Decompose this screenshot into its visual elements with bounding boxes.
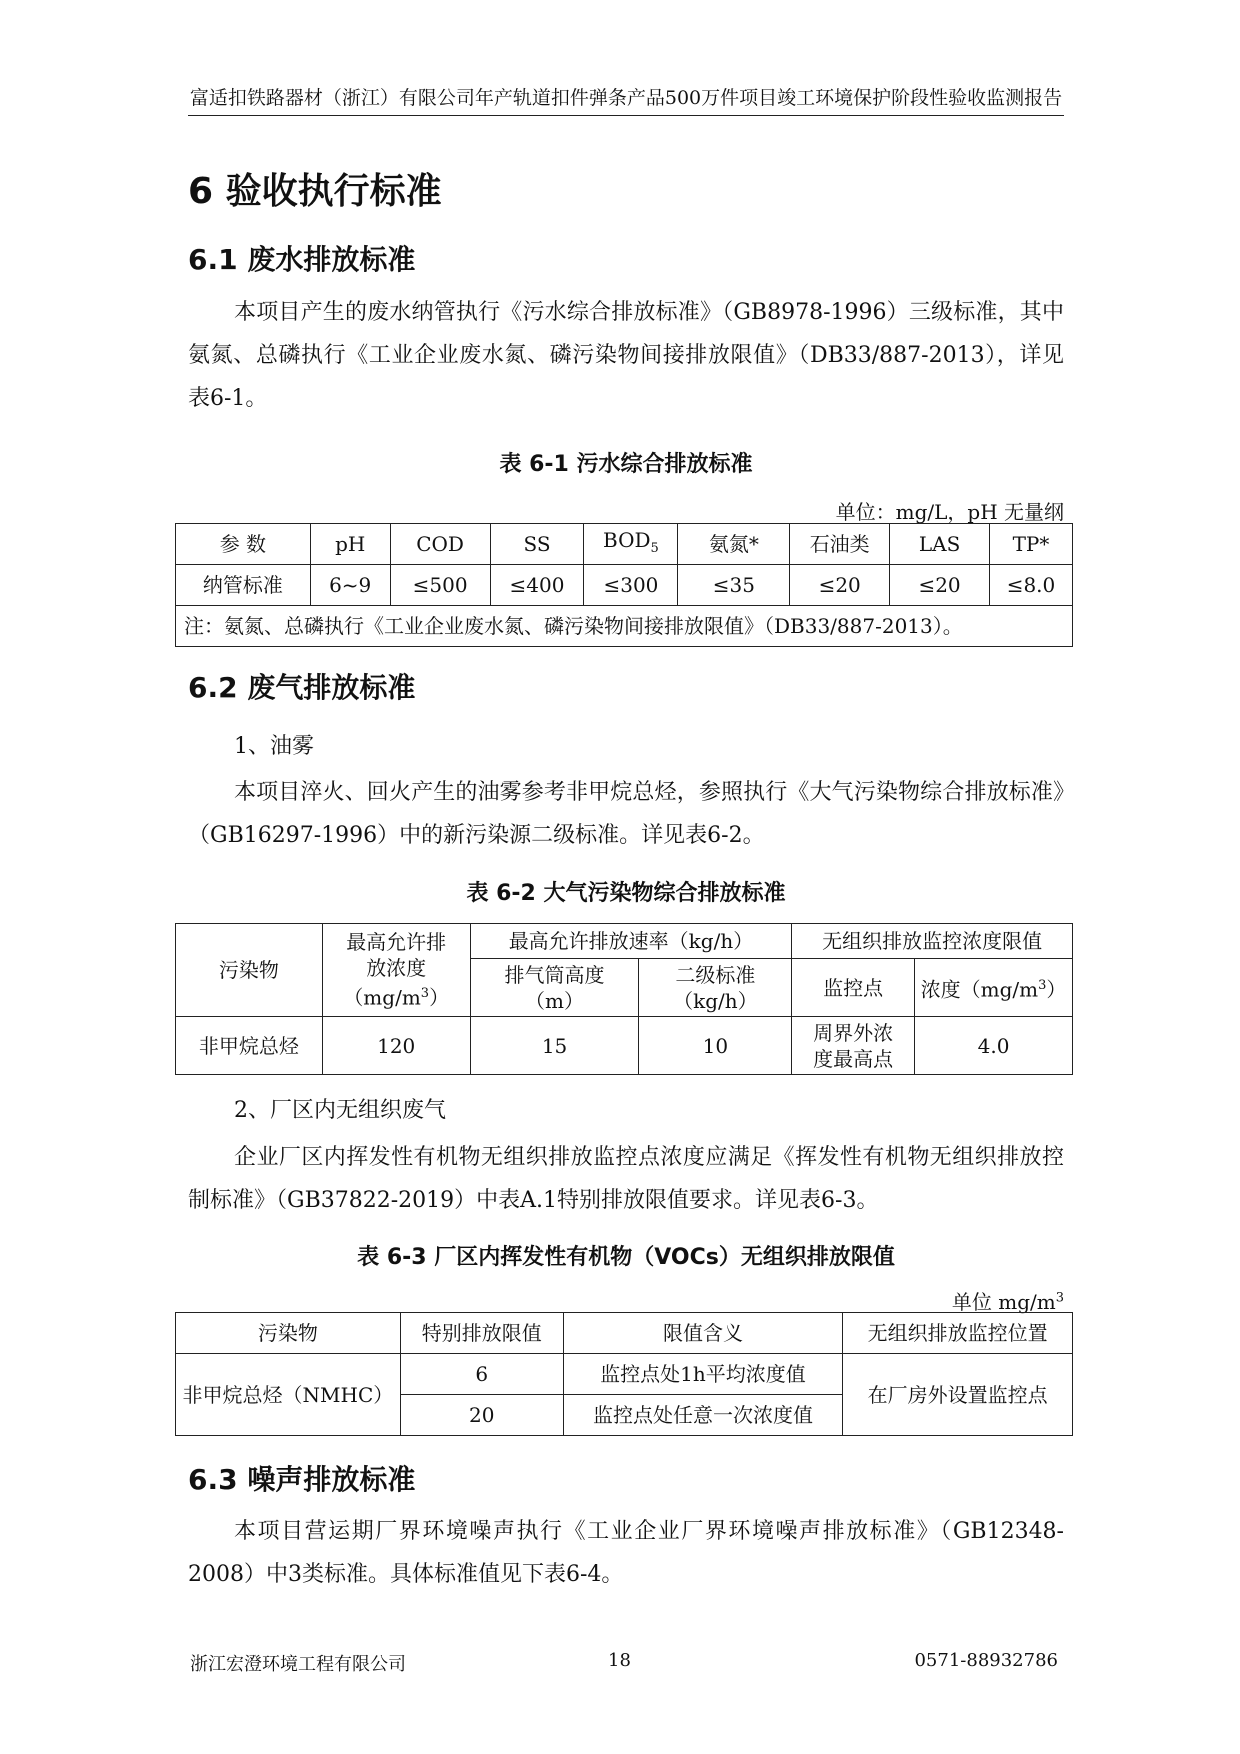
table-6-2-caption: 表 6-2 大气污染物综合排放标准 — [466, 881, 786, 906]
t3-unit-sup: 3 — [1055, 1290, 1064, 1306]
t3-head-pollutant: 污染物 — [176, 1313, 401, 1354]
table-6-1-caption: 表 6-1 污水综合排放标准 — [499, 452, 753, 477]
footer-phone: 0571-88932786 — [914, 1650, 1058, 1671]
t2-head-level2-line1: 二级标准 — [675, 962, 756, 987]
chapter-title: 6 验收执行标准 — [188, 171, 442, 212]
table-6-3 — [175, 1312, 1073, 1436]
t2-head-rate: 最高允许排放速率（kg/h） — [470, 924, 792, 959]
table-6-1-col-las: LAS — [890, 524, 990, 565]
t3-head-limit: 特别排放限值 — [400, 1313, 563, 1354]
t3-unit-text: 单位 mg/m — [951, 1290, 1056, 1314]
table-6-1-head-label: 参 数 — [176, 524, 311, 565]
t2-unit-text: （mg/m — [343, 985, 421, 1010]
footer-page-number: 18 — [608, 1650, 631, 1671]
t3-meaning-1: 监控点处1h平均浓度值 — [563, 1354, 843, 1395]
t2-conc-sup: 3 — [1038, 977, 1047, 993]
t2-limit: 4.0 — [915, 1017, 1073, 1075]
table-6-1-unit: 单位：mg/L，pH 无量纲 — [835, 500, 1064, 524]
t2-max-conc: 120 — [322, 1017, 470, 1075]
table-6-1 — [175, 523, 1073, 647]
t3-limit-1: 6 — [400, 1354, 563, 1395]
t3-header-row — [176, 1313, 1073, 1354]
t2-head-level2 — [639, 959, 792, 1017]
section-6-3-paragraph: 本项目营运期厂界环境噪声执行《工业企业厂界环境噪声排放标准》（GB12348-2008）中3类标准。具体标准值见下表6-4。 — [188, 1519, 1064, 1587]
t3-row-1 — [176, 1354, 1073, 1395]
t2-head-unorganized: 无组织排放监控浓度限值 — [792, 924, 1073, 959]
t2-conc-close: ） — [1046, 977, 1067, 1002]
t2-head-level2-line2: （kg/h） — [673, 988, 758, 1013]
t2-monitor-point — [792, 1017, 915, 1075]
table-6-1-col-bod5 — [584, 524, 678, 565]
table-6-1-note: 注：氨氮、总磷执行《工业企业废水氮、磷污染物间接排放限值》（DB33/887-2013）。 — [176, 606, 1073, 647]
table-6-1-header-row — [176, 524, 1073, 565]
bod-label: BOD — [603, 527, 651, 552]
t2-unit-sup: 3 — [420, 986, 430, 1002]
t2-head-concentration — [915, 959, 1073, 1017]
table-6-1-val-oil: ≤20 — [790, 565, 890, 606]
table-6-1-col-ss: SS — [490, 524, 584, 565]
table-6-1-col-ph: pH — [310, 524, 390, 565]
t2-stack-height: 15 — [470, 1017, 639, 1075]
section-6-2-title: 6.2 废气排放标准 — [188, 671, 416, 704]
table-6-1-val-bod5: ≤300 — [584, 565, 678, 606]
section-6-2-paragraph-2: 企业厂区内挥发性有机物无组织排放监控点浓度应满足《挥发性有机物无组织排放控制标准》（GB37822-2019）中表A.1特别排放限值要求。详见表6-3。 — [188, 1145, 1064, 1213]
t2-head-stack-height — [470, 959, 639, 1017]
item-oil-mist: 1、油雾 — [234, 734, 314, 759]
table-6-3-caption: 表 6-3 厂区内挥发性有机物（VOCs）无组织排放限值 — [357, 1245, 895, 1270]
table-6-3-unit — [952, 1286, 1064, 1315]
table-6-1-val-las: ≤20 — [890, 565, 990, 606]
t2-monitor-point-line2: 度最高点 — [813, 1046, 894, 1071]
section-6-3-title: 6.3 噪声排放标准 — [188, 1463, 416, 1496]
t2-head-max-conc-line3 — [327, 981, 466, 1011]
t2-unit-close: ） — [429, 985, 450, 1010]
t2-head-max-conc — [322, 924, 470, 1017]
t2-head-max-conc-line1: 最高允许排 — [346, 930, 447, 955]
bod-subscript: 5 — [650, 540, 659, 556]
t2-conc-text: 浓度（mg/m — [920, 977, 1039, 1002]
t3-limit-2: 20 — [400, 1395, 563, 1436]
running-header: 富适扣铁路器材（浙江）有限公司年产轨道扣件弹条产品500万件项目竣工环境保护阶段性验收监测报告 — [188, 86, 1064, 116]
t2-monitor-point-line1: 周界外浓 — [813, 1020, 894, 1045]
table-6-1-row-label: 纳管标准 — [176, 565, 311, 606]
t2-head-stack-height-line2: （m） — [525, 988, 585, 1013]
table-6-1-val-tp: ≤8.0 — [990, 565, 1073, 606]
table-6-1-val-ss: ≤400 — [490, 565, 584, 606]
table-6-1-col-ammonia: 氨氮* — [678, 524, 790, 565]
t2-head-pollutant: 污染物 — [176, 924, 323, 1017]
t2-pollutant: 非甲烷总烃 — [176, 1017, 323, 1075]
table-6-1-col-cod: COD — [390, 524, 490, 565]
section-6-1-title: 6.1 废水排放标准 — [188, 243, 416, 276]
t3-head-location: 无组织排放监控位置 — [843, 1313, 1073, 1354]
table-6-1-val-ammonia: ≤35 — [678, 565, 790, 606]
table-6-1-col-tp: TP* — [990, 524, 1073, 565]
footer-company: 浙江宏澄环境工程有限公司 — [190, 1654, 406, 1675]
table-6-1-note-row — [176, 606, 1073, 647]
t2-head-monitor-point: 监控点 — [792, 959, 915, 1017]
table-6-1-val-ph: 6~9 — [310, 565, 390, 606]
t3-meaning-2: 监控点处任意一次浓度值 — [563, 1395, 843, 1436]
item-fugitive-gas: 2、厂区内无组织废气 — [234, 1098, 446, 1123]
table-6-2 — [175, 923, 1073, 1075]
t3-pollutant: 非甲烷总烃（NMHC） — [176, 1354, 401, 1436]
t2-data-row — [176, 1017, 1073, 1075]
section-6-2-paragraph-1: 本项目淬火、回火产生的油雾参考非甲烷总烃，参照执行《大气污染物综合排放标准》（GB16297-1996）中的新污染源二级标准。详见表6-2。 — [188, 780, 1064, 848]
table-6-1-col-oil: 石油类 — [790, 524, 890, 565]
table-6-1-value-row — [176, 565, 1073, 606]
t3-head-meaning: 限值含义 — [563, 1313, 843, 1354]
t3-location: 在厂房外设置监控点 — [843, 1354, 1073, 1436]
t2-head-stack-height-line1: 排气筒高度 — [504, 962, 605, 987]
table-6-1-val-cod: ≤500 — [390, 565, 490, 606]
t2-emission-rate: 10 — [639, 1017, 792, 1075]
t2-head-max-conc-line2: 放浓度 — [366, 956, 427, 981]
section-6-1-paragraph: 本项目产生的废水纳管执行《污水综合排放标准》（GB8978-1996）三级标准，其中氨氮、总磷执行《工业企业废水氮、磷污染物间接排放限值》（DB33/887-2013），详见表6-1。 — [188, 300, 1064, 411]
